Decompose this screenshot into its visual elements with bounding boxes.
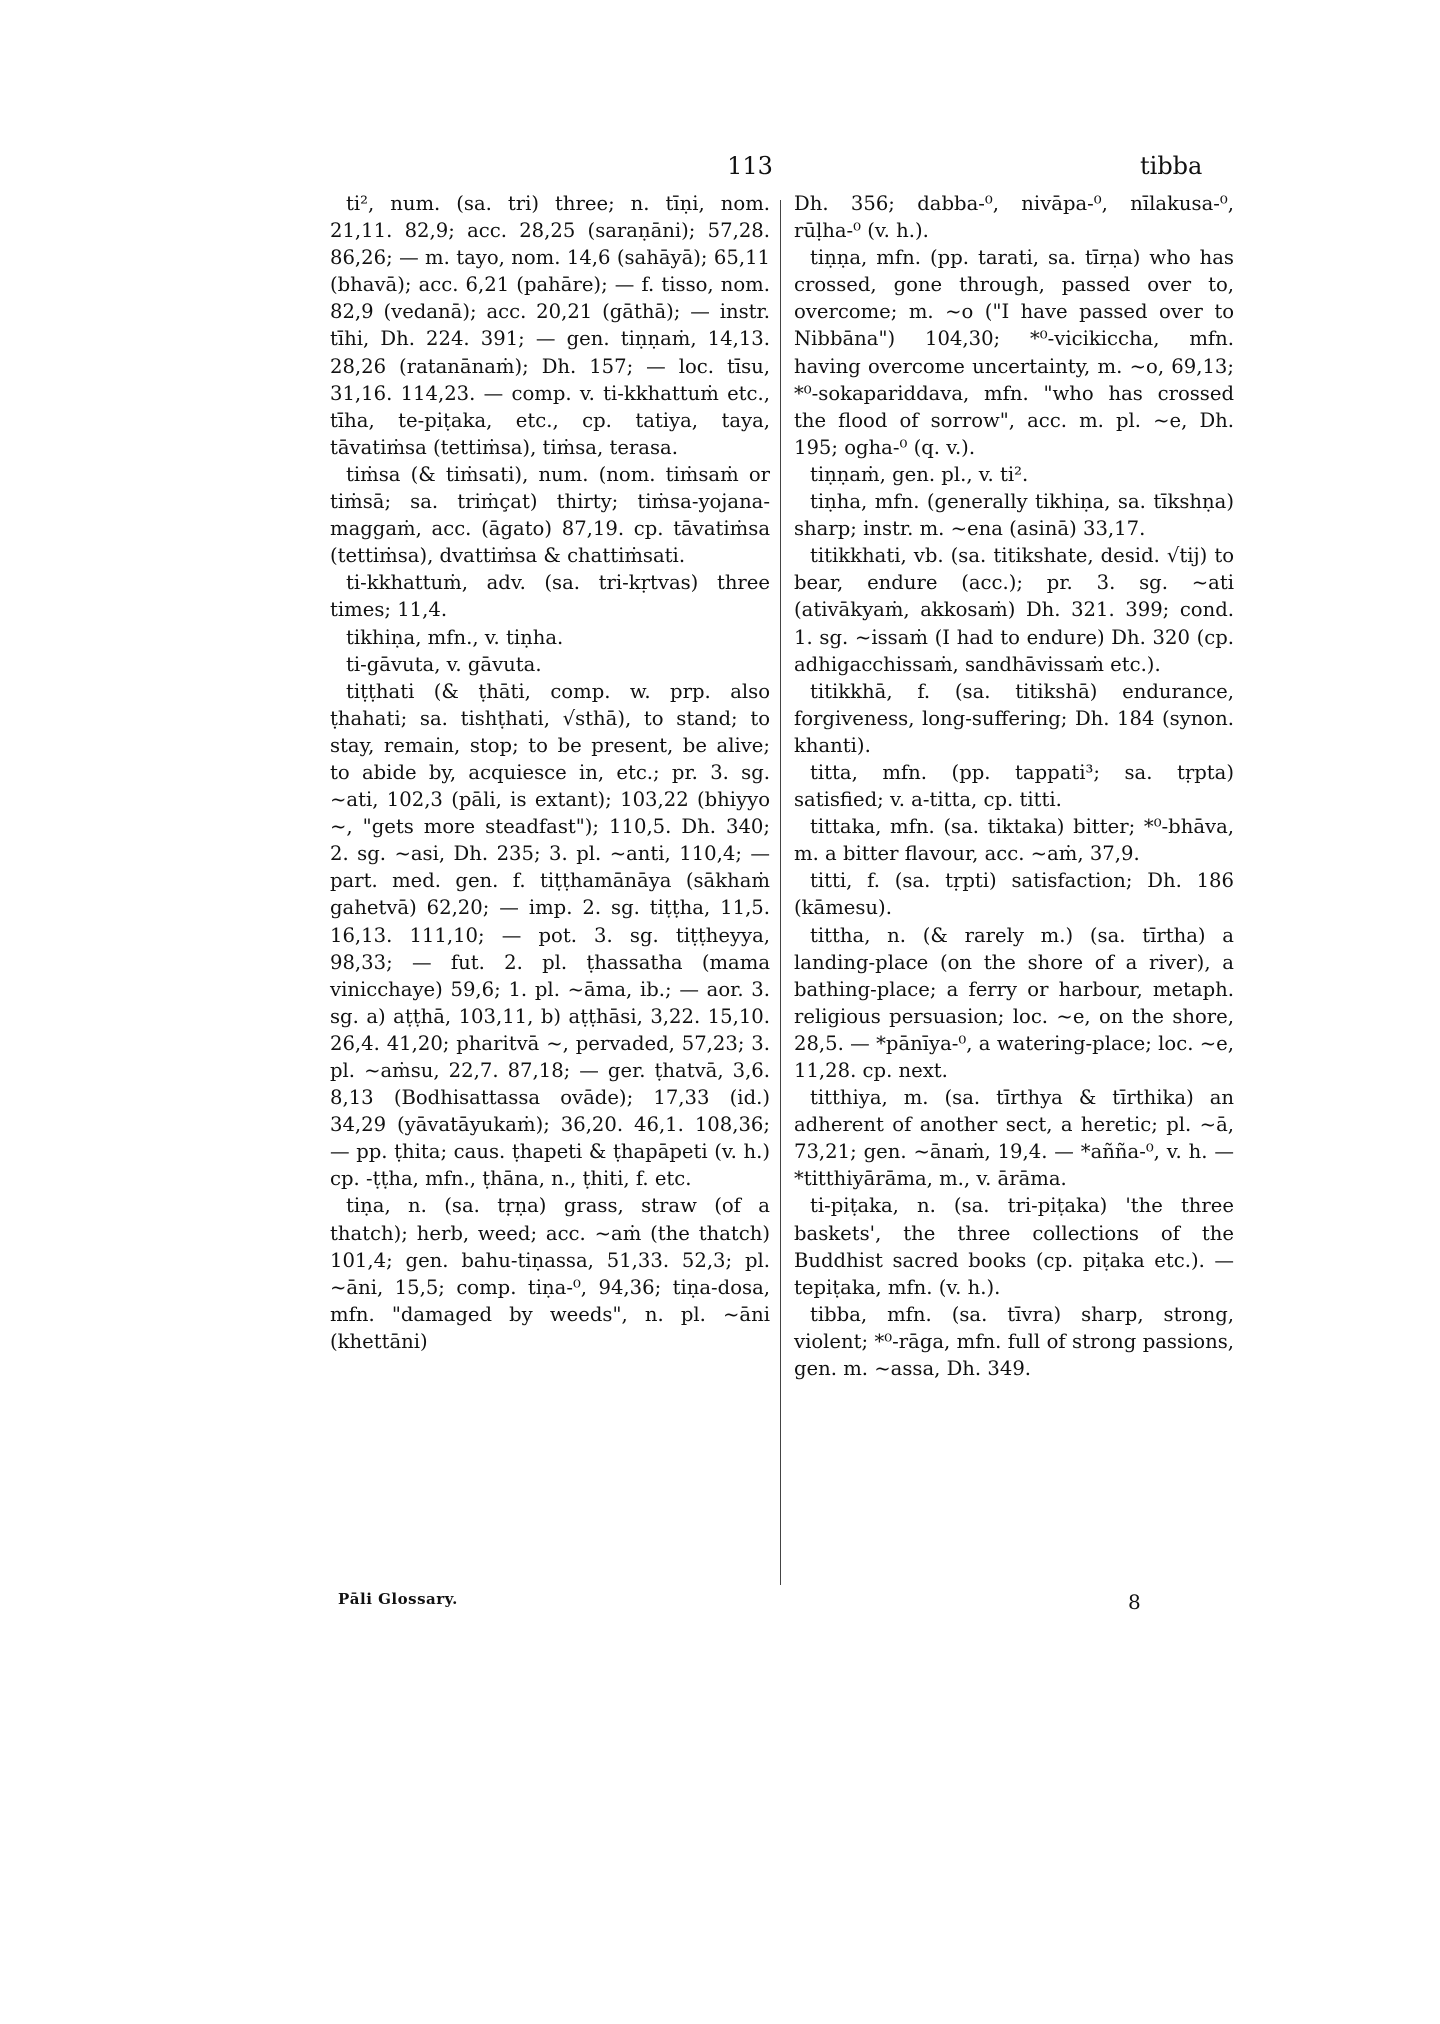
column-divider — [780, 200, 781, 1585]
entry-titthati: tiṭṭhati (& ṭhāti, comp. w. prp. also ṭhahati; sa. tishṭhati, √sthā), to stand; to stay, remain, stop; to be present, be alive; to abide by, acquiesce in, etc.; pr. 3. sg. ~ati, 102,3 (pāli, is extant); 103,22 (bhiyyo ~, "gets more steadfast"); 110,5. Dh. 340; 2. sg. ~asi, Dh. 235; 3. pl. ~anti, 110,4; — part. med. gen. f. tiṭṭhamānāya (sākhaṁ gahetvā) 62,20; — imp. 2. sg. tiṭṭha, 11,5. 16,13. 111,10; — pot. 3. sg. tiṭṭheyya, 98,33; — fut. 2. pl. ṭhassatha (mama vinicchaye) 59,6; 1. pl. ~āma, ib.; — aor. 3. sg. a) aṭṭhā, 103,11, b) aṭṭhāsi, 3,22. 15,10. 26,4. 41,20; pharitvā ~, pervaded, 57,23; 3. pl. ~aṁsu, 22,7. 87,18; — ger. ṭhatvā, 3,6. 8,13 (Bodhisattassa ovāde); 17,33 (id.) 34,29 (yāvatāyukaṁ); 36,20. 46,1. 108,36; — pp. ṭhita; caus. ṭhapeti & ṭhapāpeti (v. h.) cp. -ṭṭha, mfn., ṭhāna, n., ṭhiti, f. etc. — [330, 679, 770, 1191]
entry-titta: titta, mfn. (pp. tappati³; sa. tṛpta) satisfied; v. a-titta, cp. titti. — [794, 760, 1234, 812]
entry-tibba: tibba, mfn. (sa. tīvra) sharp, strong, violent; *⁰-rāga, mfn. full of strong passions, gen. m. ~assa, Dh. 349. — [794, 1302, 1234, 1381]
entry-tina: tiṇa, n. (sa. tṛṇa) grass, straw (of a thatch); herb, weed; acc. ~aṁ (the thatch) 101,4; gen. bahu-tiṇassa, 51,33. 52,3; pl. ~āni, 15,5; comp. tiṇa-⁰, 94,36; tiṇa-dosa, mfn. "damaged by weeds", n. pl. ~āni (khettāni) — [330, 1194, 770, 1353]
right-column — [794, 190, 1234, 1382]
entry-tikhina: tikhiṇa, mfn., v. tiṇha. — [346, 625, 564, 649]
entry-tittha: tittha, n. (& rarely m.) (sa. tīrtha) a landing-place (on the shore of a river), a bathing-place; a ferry or harbour, metaph. religious persuasion; loc. ~e, on the shore, 28,5. — *pānīya-⁰, a watering-place; loc. ~e, 11,28. cp. next. — [794, 923, 1234, 1082]
entry-tinna: tiṇṇa, mfn. (pp. tarati, sa. tīrṇa) who has crossed, gone through, passed over to, overcome; m. ~o ("I have passed over to Nibbāna") 104,30; *⁰-vicikiccha, mfn. having overcome uncertainty, m. ~o, 69,13; *⁰-sokapariddava, mfn. "who has crossed the flood of sorrow", acc. m. pl. ~e, Dh. 195; ogha-⁰ (q. v.). — [794, 246, 1234, 459]
entry-titikkhati: titikkhati, vb. (sa. titikshate, desid. √tij) to bear, endure (acc.); pr. 3. sg. ~ati (ativākyaṁ, akkosaṁ) Dh. 321. 399; cond. 1. sg. ~issaṁ (I had to endure) Dh. 320 (cp. adhigacchissaṁ, sandhāvissaṁ etc.). — [794, 544, 1234, 676]
entry-timsa: tiṁsa (& tiṁsati), num. (nom. tiṁsaṁ or tiṁsā; sa. triṁçat) thirty; tiṁsa-yojana-maggaṁ, acc. (āgato) 87,19. cp. tāvatiṁsa (tettiṁsa), dvattiṁsa & chattiṁsati. — [330, 462, 770, 568]
entry-tittaka: tittaka, mfn. (sa. tiktaka) bitter; *⁰-bhāva, m. a bitter flavour, acc. ~aṁ, 37,9. — [794, 815, 1234, 866]
entry-ti-gavuta: ti-gāvuta, v. gāvuta. — [346, 652, 542, 676]
running-head: tibba — [1140, 152, 1203, 180]
footer-signature: 8 — [1128, 1590, 1141, 1614]
entry-tina-continued: Dh. 356; dabba-⁰, nivāpa-⁰, nīlakusa-⁰, rūḷha-⁰ (v. h.). — [794, 192, 1234, 243]
entry-ti-kkhattum: ti-kkhattuṁ, adv. (sa. tri-kṛtvas) three times; 11,4. — [330, 571, 770, 622]
page-number: 113 — [727, 152, 773, 180]
entry-titikkha: titikkhā, f. (sa. titikshā) endurance, forgiveness, long-suffering; Dh. 184 (synon. khanti). — [794, 679, 1234, 757]
footer-publication: Pāli Glossary. — [338, 1590, 458, 1608]
entry-tinnam: tiṇṇaṁ, gen. pl., v. ti². — [810, 462, 1029, 486]
entry-titthiya: titthiya, m. (sa. tīrthya & tīrthika) an adherent of another sect, a heretic; pl. ~ā, 73,21; gen. ~ānaṁ, 19,4. — *añña-⁰, v. h. — *titthiyārāma, m., v. ārāma. — [794, 1086, 1234, 1191]
left-column — [330, 190, 770, 1355]
entry-titti: titti, f. (sa. tṛpti) satisfaction; Dh. 186 (kāmesu). — [794, 869, 1234, 920]
entry-ti-pitaka: ti-piṭaka, n. (sa. tri-piṭaka) 'the three baskets', the three collections of the Buddhist sacred books (cp. piṭaka etc.). — tepiṭaka, mfn. (v. h.). — [794, 1194, 1234, 1299]
entry-tinha: tiṇha, mfn. (generally tikhiṇa, sa. tīkshṇa) sharp; instr. m. ~ena (asinā) 33,17. — [794, 490, 1234, 541]
entry-ti: ti², num. (sa. tri) three; n. tīṇi, nom. 21,11. 82,9; acc. 28,25 (saraṇāni); 57,28. 86,26; — m. tayo, nom. 14,6 (sahāyā); 65,11 (bhavā); acc. 6,21 (pahāre); — f. tisso, nom. 82,9 (vedanā); acc. 20,21 (gāthā); — instr. tīhi, Dh. 224. 391; — gen. tiṇṇaṁ, 14,13. 28,26 (ratanānaṁ); Dh. 157; — loc. tīsu, 31,16. 114,23. — comp. v. ti-kkhattuṁ etc., tīha, te-piṭaka, etc., cp. tatiya, taya, tāvatiṁsa (tettiṁsa), tiṁsa, terasa. — [330, 192, 770, 459]
